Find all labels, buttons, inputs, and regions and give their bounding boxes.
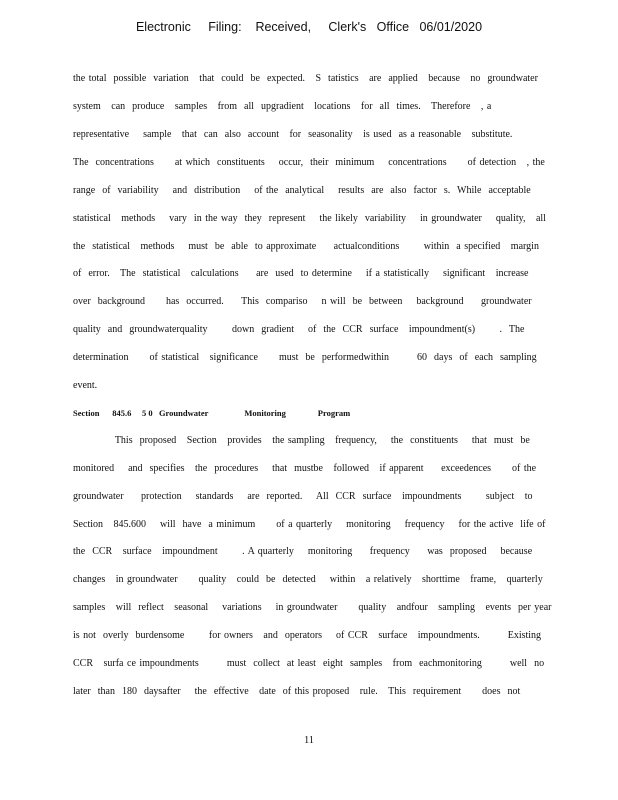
text-line: the CCR surface impoundment . A quarterly monitoring frequency was proposed because (73, 546, 533, 557)
text-line: determination of statistical significance must be performedwithin 60 days of each sampling (73, 352, 537, 363)
text-line: later than 180 daysafter the effective date of this proposed rule. This requirement does not (73, 686, 521, 697)
text-line: CCR surfa ce impoundments must collect at least eight samples from eachmonitoring well no (73, 658, 545, 669)
text-line: range of variability and distribution of the analytical results are also factor s. While acceptable (73, 185, 531, 196)
text-line: groundwater protection standards are reported. All CCR surface impoundments subject to (73, 491, 533, 502)
text-line: the statistical methods must be able to approximate actualconditions within a specified margin (73, 241, 539, 252)
text-line: changes in groundwater quality could be detected within a relatively shorttime frame, quarterly (73, 574, 543, 585)
text-line: statistical methods vary in the way they represent the likely variability in groundwater quality, all (73, 213, 546, 224)
text-line: monitored and specifies the procedures that mustbe followed if apparent exceedences of the (73, 463, 537, 474)
text-line: This proposed Section provides the sampling frequency, the constituents that must be (73, 435, 530, 446)
text-line: representative sample that can also account for seasonality is used as a reasonable substitute. (73, 129, 513, 140)
text-line: of error. The statistical calculations are used to determine if a statistically significant increase (73, 268, 529, 279)
text-line: The concentrations at which constituents occur, their minimum concentrations of detection , the (73, 157, 545, 168)
section-heading: Section 845.6 5 0 Groundwater Monitoring Program (73, 408, 351, 418)
text-line: Section 845.600 will have a minimum of a quarterly monitoring frequency for the active life of (73, 519, 546, 530)
filing-stamp-header: Electronic Filing: Received, Clerk's Office 06/01/2020 (135, 20, 483, 34)
text-line: event. (73, 380, 98, 391)
text-line: quality and groundwaterquality down gradient of the CCR surface impoundment(s) . The (73, 324, 525, 335)
text-line: over background has occurred. This compariso n will be between background groundwater (73, 296, 532, 307)
text-line: the total possible variation that could be expected. S tatistics are applied because no groundwater (73, 73, 538, 84)
text-line: samples will reflect seasonal variations in groundwater quality andfour sampling events per year (73, 602, 552, 613)
page-number: 11 (303, 735, 315, 746)
text-line: is not overly burdensome for owners and operators of CCR surface impoundments. Existing (73, 630, 542, 641)
text-line: system can produce samples from all upgradient locations for all times. Therefore , a (73, 101, 492, 112)
